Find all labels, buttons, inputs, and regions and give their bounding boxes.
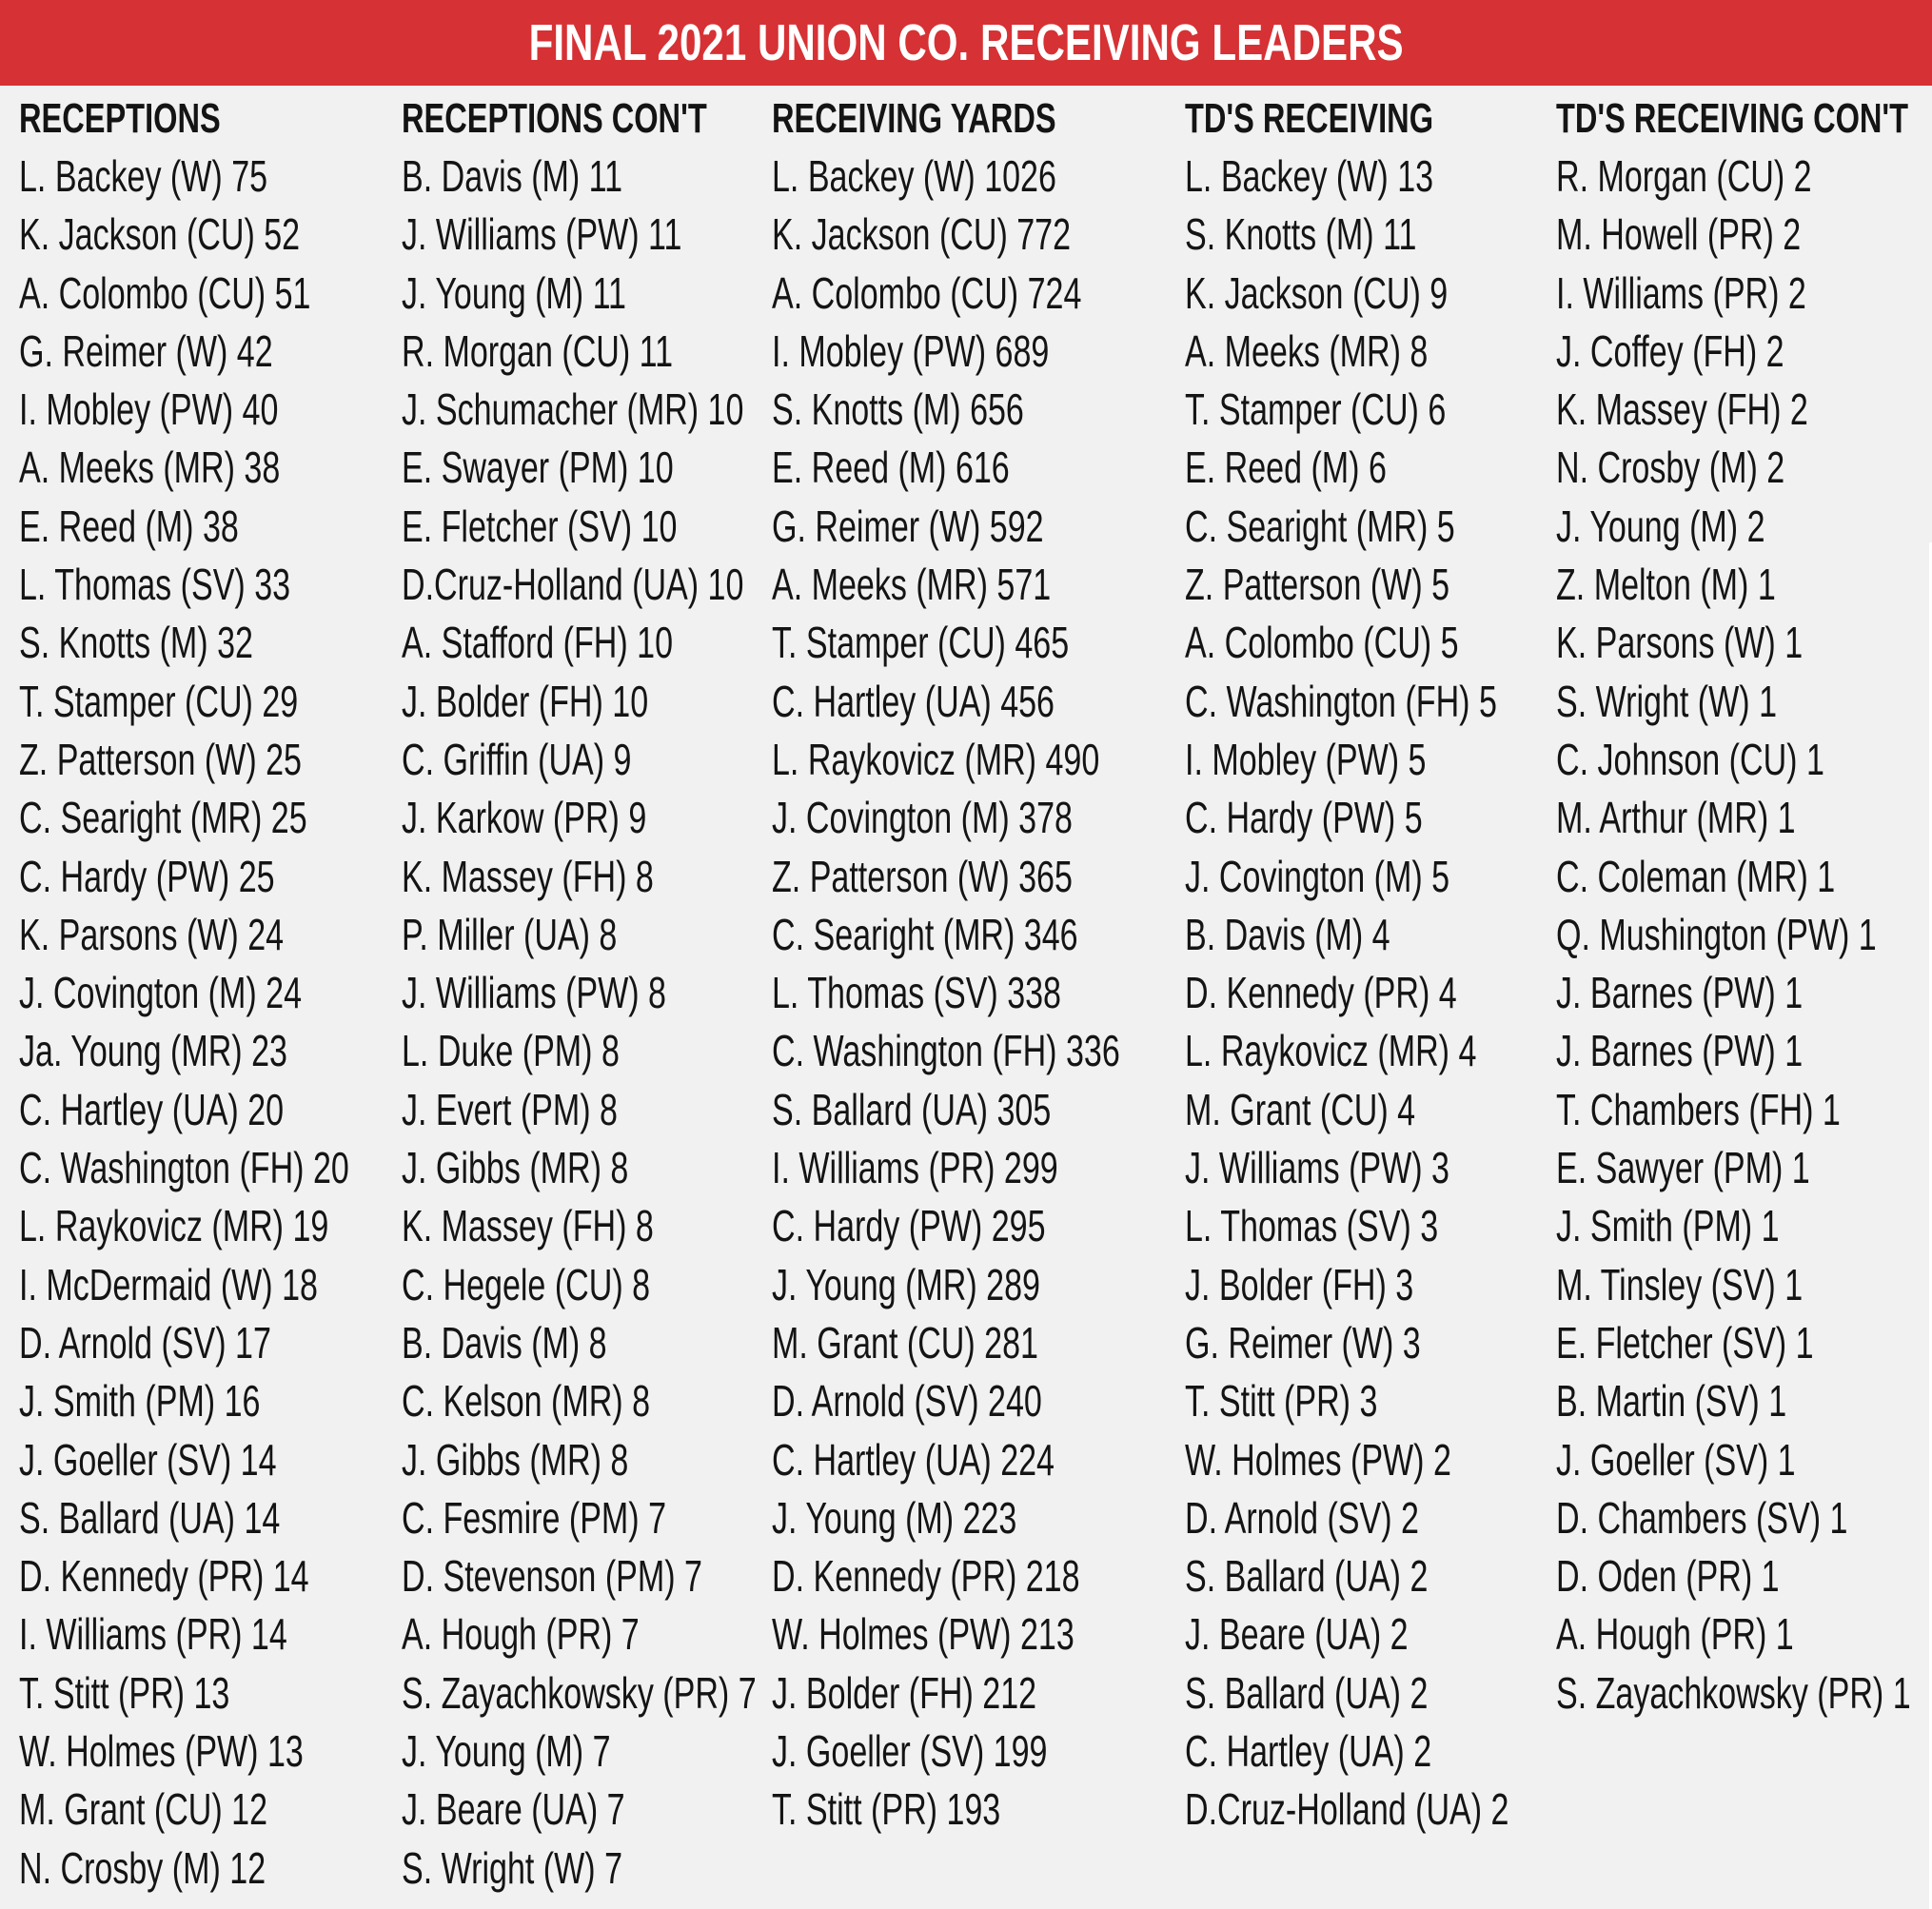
list-item: J. Williams (PW) 11 — [402, 209, 682, 260]
list-item: I. Williams (PR) 2 — [1556, 267, 1806, 318]
entry-list — [1556, 148, 1932, 1722]
list-item: J. Coffey (FH) 2 — [1556, 325, 1784, 376]
list-item: M. Grant (CU) 4 — [1185, 1084, 1416, 1134]
list-item: I. Mobley (PW) 40 — [19, 384, 279, 435]
list-item: N. Crosby (M) 2 — [1556, 443, 1785, 493]
list-item: L. Duke (PM) 8 — [402, 1026, 620, 1076]
list-item: A. Colombo (CU) 51 — [19, 267, 311, 318]
list-item: J. Young (M) 7 — [402, 1726, 611, 1777]
list-item: W. Holmes (PW) 213 — [772, 1609, 1074, 1660]
list-item: Z. Patterson (W) 25 — [19, 734, 302, 784]
list-item: L. Backey (W) 75 — [19, 151, 268, 201]
list-item: C. Hartley (UA) 20 — [19, 1084, 285, 1134]
list-item: C. Coleman (MR) 1 — [1556, 851, 1836, 901]
list-item: D. Arnold (SV) 2 — [1185, 1492, 1419, 1543]
list-item: D. Kennedy (PR) 218 — [772, 1551, 1080, 1602]
list-item: J. Barnes (PW) 1 — [1556, 1026, 1804, 1076]
list-item: S. Zayachkowsky (PR) 1 — [1556, 1667, 1911, 1718]
list-item: G. Reimer (W) 3 — [1185, 1317, 1421, 1368]
list-item: R. Morgan (CU) 2 — [1556, 151, 1812, 201]
list-item: A. Hough (PR) 7 — [402, 1609, 640, 1660]
list-item: D. Arnold (SV) 240 — [772, 1376, 1042, 1427]
list-item: J. Covington (M) 24 — [19, 968, 303, 1018]
list-item: C. Fesmire (PM) 7 — [402, 1492, 667, 1543]
list-item: B. Davis (M) 8 — [402, 1317, 607, 1368]
list-item: C. Searight (MR) 5 — [1185, 501, 1455, 551]
list-item: J. Goeller (SV) 14 — [19, 1434, 277, 1485]
list-item: G. Reimer (W) 42 — [19, 325, 273, 376]
list-item: C. Hartley (UA) 2 — [1185, 1726, 1432, 1777]
list-item: B. Davis (M) 11 — [402, 151, 623, 201]
list-item: J. Goeller (SV) 199 — [772, 1726, 1048, 1777]
list-item: C. Hegele (CU) 8 — [402, 1259, 651, 1309]
list-item: D. Kennedy (PR) 4 — [1185, 968, 1457, 1018]
list-item: C. Kelson (MR) 8 — [402, 1376, 651, 1427]
list-item: K. Parsons (W) 1 — [1556, 618, 1804, 668]
list-item: Ja. Young (MR) 23 — [19, 1026, 287, 1076]
list-item: J. Smith (PM) 16 — [19, 1376, 261, 1427]
list-item: Z. Patterson (W) 5 — [1185, 560, 1450, 610]
list-item: A. Meeks (MR) 571 — [772, 560, 1052, 610]
list-item: J. Smith (PM) 1 — [1556, 1201, 1780, 1251]
list-item: B. Davis (M) 4 — [1185, 909, 1390, 959]
list-item: C. Griffin (UA) 9 — [402, 734, 632, 784]
list-item: E. Swayer (PM) 10 — [402, 443, 674, 493]
list-item: L. Thomas (SV) 3 — [1185, 1201, 1439, 1251]
list-item: J. Young (M) 11 — [402, 267, 626, 318]
title-banner — [0, 0, 1932, 86]
list-item: L. Backey (W) 13 — [1185, 151, 1434, 201]
column-header: RECEIVING YARDS — [772, 95, 1056, 142]
column-header: RECEPTIONS — [19, 95, 221, 142]
list-item: J. Covington (M) 5 — [1185, 851, 1450, 901]
list-item: S. Zayachkowsky (PR) 7 — [402, 1667, 757, 1718]
column-header: RECEPTIONS CON'T — [402, 95, 707, 142]
list-item: S. Ballard (UA) 2 — [1185, 1551, 1429, 1602]
list-item: T. Stamper (CU) 29 — [19, 676, 299, 726]
list-item: S. Ballard (UA) 305 — [772, 1084, 1052, 1134]
list-item: J. Young (MR) 289 — [772, 1259, 1040, 1309]
list-item: S. Wright (W) 7 — [402, 1842, 623, 1893]
list-item: J. Beare (UA) 7 — [402, 1784, 625, 1835]
list-item: J. Bolder (FH) 10 — [402, 676, 649, 726]
list-item: T. Stamper (CU) 6 — [1185, 384, 1447, 435]
list-item: T. Stamper (CU) 465 — [772, 618, 1070, 668]
list-item: K. Jackson (CU) 772 — [772, 209, 1072, 260]
list-item: S. Wright (W) 1 — [1556, 676, 1778, 726]
list-item: C. Johnson (CU) 1 — [1556, 734, 1824, 784]
list-item: J. Young (M) 223 — [772, 1492, 1017, 1543]
list-item: W. Holmes (PW) 13 — [19, 1726, 304, 1777]
list-item: E. Fletcher (SV) 1 — [1556, 1317, 1814, 1368]
list-item: C. Searight (MR) 346 — [772, 909, 1078, 959]
list-item: Q. Mushington (PW) 1 — [1556, 909, 1877, 959]
list-item: A. Colombo (CU) 724 — [772, 267, 1082, 318]
list-item: S. Ballard (UA) 2 — [1185, 1667, 1429, 1718]
list-item: S. Knotts (M) 656 — [772, 384, 1024, 435]
list-item: I. Williams (PR) 299 — [772, 1143, 1058, 1193]
column-td-receiving-cont — [1556, 90, 1932, 1722]
list-item: C. Washington (FH) 5 — [1185, 676, 1497, 726]
list-item: J. Gibbs (MR) 8 — [402, 1434, 629, 1485]
list-item: R. Morgan (CU) 11 — [402, 325, 674, 376]
list-item: T. Stitt (PR) 193 — [772, 1784, 1001, 1835]
list-item: L. Thomas (SV) 33 — [19, 560, 291, 610]
list-item: K. Jackson (CU) 52 — [19, 209, 301, 260]
list-item: M. Tinsley (SV) 1 — [1556, 1259, 1804, 1309]
column-header: TD'S RECEIVING — [1185, 95, 1434, 142]
list-item: J. Schumacher (MR) 10 — [402, 384, 744, 435]
list-item: L. Raykovicz (MR) 4 — [1185, 1026, 1477, 1076]
list-item: J. Williams (PW) 8 — [402, 968, 666, 1018]
list-item: D. Kennedy (PR) 14 — [19, 1551, 309, 1602]
list-item: K. Parsons (W) 24 — [19, 909, 285, 959]
list-item: J. Karkow (PR) 9 — [402, 793, 647, 843]
list-item: I. Mobley (PW) 5 — [1185, 734, 1427, 784]
list-item: J. Williams (PW) 3 — [1185, 1143, 1449, 1193]
list-item: I. Mobley (PW) 689 — [772, 325, 1050, 376]
list-item: M. Grant (CU) 12 — [19, 1784, 268, 1835]
list-item: A. Meeks (MR) 38 — [19, 443, 281, 493]
list-item: D. Oden (PR) 1 — [1556, 1551, 1780, 1602]
list-item: S. Ballard (UA) 14 — [19, 1492, 281, 1543]
list-item: J. Young (M) 2 — [1556, 501, 1765, 551]
list-item: C. Hardy (PW) 5 — [1185, 793, 1423, 843]
list-item: L. Raykovicz (MR) 490 — [772, 734, 1100, 784]
list-item: I. Williams (PR) 14 — [19, 1609, 287, 1660]
list-item: D.Cruz-Holland (UA) 10 — [402, 560, 744, 610]
list-item: I. McDermaid (W) 18 — [19, 1259, 318, 1309]
list-item: K. Massey (FH) 2 — [1556, 384, 1808, 435]
list-item: S. Knotts (M) 11 — [1185, 209, 1417, 260]
list-item: A. Stafford (FH) 10 — [402, 618, 674, 668]
list-item: T. Stitt (PR) 13 — [19, 1667, 230, 1718]
list-item: C. Hardy (PW) 25 — [19, 851, 275, 901]
list-item: N. Crosby (M) 12 — [19, 1842, 266, 1893]
list-item: L. Backey (W) 1026 — [772, 151, 1056, 201]
list-item: M. Grant (CU) 281 — [772, 1317, 1038, 1368]
list-item: E. Fletcher (SV) 10 — [402, 501, 678, 551]
list-item: Z. Patterson (W) 365 — [772, 851, 1073, 901]
entry-list — [772, 148, 1242, 1840]
list-item: K. Massey (FH) 8 — [402, 851, 654, 901]
list-item: T. Chambers (FH) 1 — [1556, 1084, 1841, 1134]
list-item: Z. Melton (M) 1 — [1556, 560, 1776, 610]
list-item: J. Bolder (FH) 3 — [1185, 1259, 1414, 1309]
entry-list — [19, 148, 465, 1898]
list-item: E. Reed (M) 616 — [772, 443, 1010, 493]
column-receiving-yards — [772, 90, 1242, 1840]
list-item: K. Jackson (CU) 9 — [1185, 267, 1449, 318]
list-item: C. Hartley (UA) 224 — [772, 1434, 1055, 1485]
list-item: C. Hardy (PW) 295 — [772, 1201, 1046, 1251]
list-item: M. Arthur (MR) 1 — [1556, 793, 1796, 843]
list-item: J. Bolder (FH) 212 — [772, 1667, 1037, 1718]
list-item: J. Covington (M) 378 — [772, 793, 1073, 843]
list-item: D. Stevenson (PM) 7 — [402, 1551, 702, 1602]
list-item: E. Reed (M) 6 — [1185, 443, 1387, 493]
list-item: E. Reed (M) 38 — [19, 501, 239, 551]
list-item: J. Goeller (SV) 1 — [1556, 1434, 1796, 1485]
list-item: J. Evert (PM) 8 — [402, 1084, 618, 1134]
list-item: M. Howell (PR) 2 — [1556, 209, 1802, 260]
column-receptions — [19, 90, 465, 1898]
list-item: T. Stitt (PR) 3 — [1185, 1376, 1378, 1427]
list-item: J. Gibbs (MR) 8 — [402, 1143, 629, 1193]
list-item: J. Barnes (PW) 1 — [1556, 968, 1804, 1018]
list-item: K. Massey (FH) 8 — [402, 1201, 654, 1251]
list-item: S. Knotts (M) 32 — [19, 618, 253, 668]
column-header: TD'S RECEIVING CON'T — [1556, 95, 1909, 142]
list-item: C. Searight (MR) 25 — [19, 793, 307, 843]
list-item: B. Martin (SV) 1 — [1556, 1376, 1787, 1427]
list-item: C. Hartley (UA) 456 — [772, 676, 1055, 726]
list-item: C. Washington (FH) 20 — [19, 1143, 349, 1193]
list-item: C. Washington (FH) 336 — [772, 1026, 1120, 1076]
list-item: A. Meeks (MR) 8 — [1185, 325, 1429, 376]
list-item: G. Reimer (W) 592 — [772, 501, 1044, 551]
list-item: D. Chambers (SV) 1 — [1556, 1492, 1848, 1543]
page-title: FINAL 2021 UNION CO. RECEIVING LEADERS — [528, 14, 1404, 71]
list-item: P. Miller (UA) 8 — [402, 909, 618, 959]
list-item: D.Cruz-Holland (UA) 2 — [1185, 1784, 1509, 1835]
list-item: D. Arnold (SV) 17 — [19, 1317, 271, 1368]
list-item: W. Holmes (PW) 2 — [1185, 1434, 1451, 1485]
list-item: A. Hough (PR) 1 — [1556, 1609, 1794, 1660]
list-item: L. Thomas (SV) 338 — [772, 968, 1061, 1018]
list-item: A. Colombo (CU) 5 — [1185, 618, 1459, 668]
list-item: L. Raykovicz (MR) 19 — [19, 1201, 329, 1251]
list-item: J. Beare (UA) 2 — [1185, 1609, 1409, 1660]
list-item: E. Sawyer (PM) 1 — [1556, 1143, 1810, 1193]
